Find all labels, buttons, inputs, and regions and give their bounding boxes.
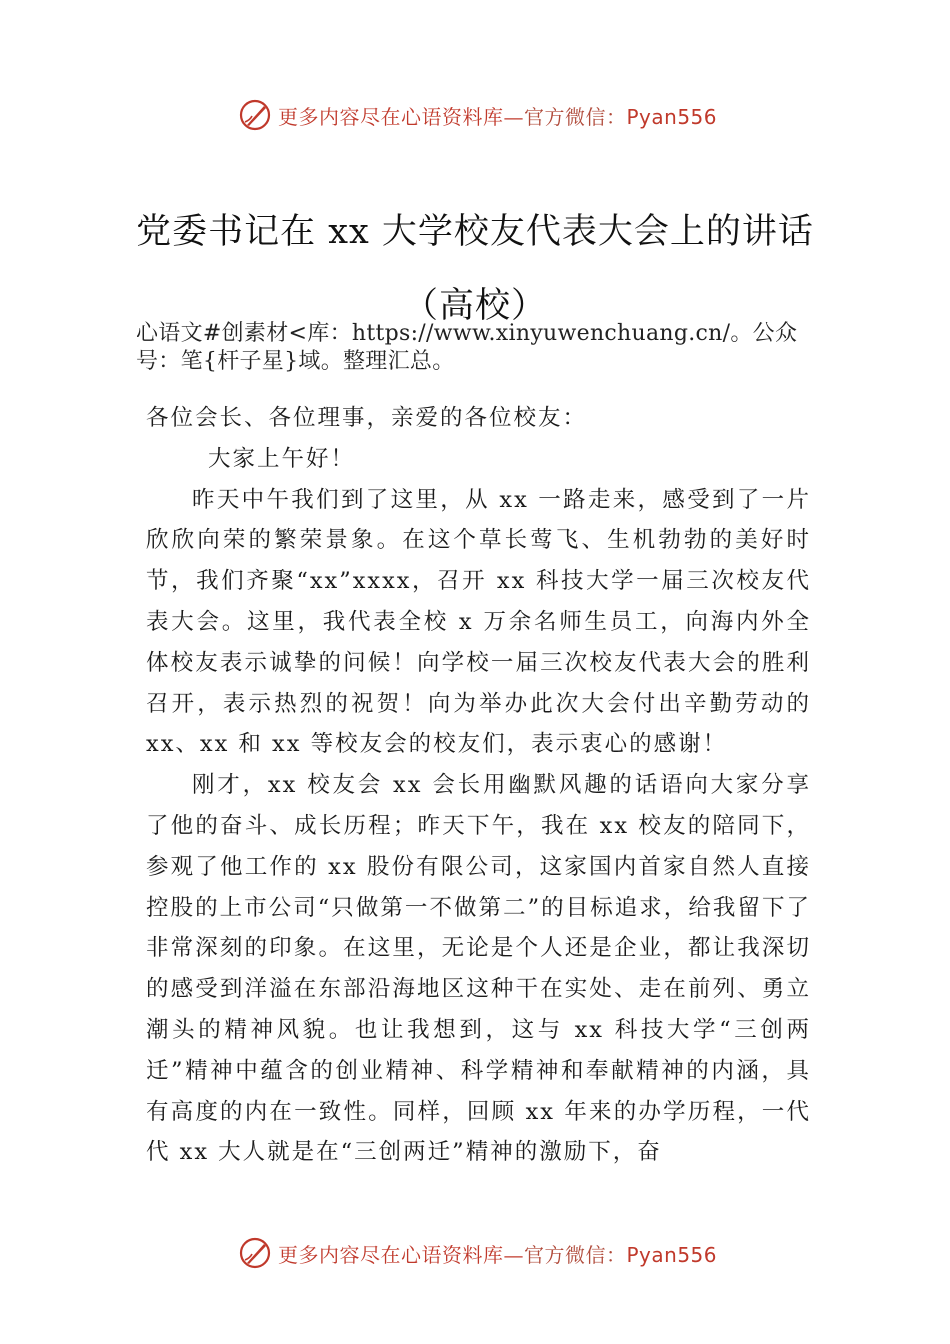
greeting: 各位会长、各位理事，亲爱的各位校友： xyxy=(146,405,588,431)
banner-dash: — xyxy=(503,104,524,129)
banner-wechat-label: 官方微信： xyxy=(524,104,627,129)
footer-banner xyxy=(238,1233,717,1273)
document-body xyxy=(146,398,811,1173)
banner-text xyxy=(278,101,717,130)
banner-brand: 更多内容尽在心语资料库 xyxy=(278,104,504,129)
banner-text xyxy=(278,1239,717,1268)
paragraph: 刚才，xx 校友会 xx 会长用幽默风趣的话语向大家分享了他的奋斗、成长历程；昨天下午，我在 xx 校友的陪同下，参观了他工作的 xx 股份有限公司，这家国内首家自然人直接控股的上市公司“只做第一不做第二”的目标追求，给我留下了非常深刻的印象。在这里，无论是个人还是企业，都让我深切的感受到洋溢在东部沿海地区这种干在实处、走在前列、勇立潮头的精神风貌。也让我想到，这与 xx 科技大学“三创两迁”精神中蕴含的创业精神、科学精神和奉献精神的内涵，具有高度的内在一致性。同样，回顾 xx 年来的办学历程，一代代 xx 大人就是在“三创两迁”精神的激励下，奋 xyxy=(146,772,811,1166)
banner-wechat-label: 官方微信： xyxy=(524,1242,627,1267)
document-title: 党委书记在 xx 大学校友代表大会上的讲话 xyxy=(136,212,814,252)
banner-brand: 更多内容尽在心语资料库 xyxy=(278,1242,504,1267)
document-subtitle: （高校） xyxy=(402,286,547,326)
paragraph: 昨天中午我们到了这里，从 xx 一路走来，感受到了一片欣欣向荣的繁荣景象。在这个草长莺飞、生机勃勃的美好时节，我们齐聚“xx”xxxx，召开 xx 科技大学一届三次校友代表大会。这里，我代表全校 x 万余名师生员工，向海内外全体校友表示诚挚的问候！向学校一届三次校友代表大会的胜利召开，表示热烈的祝贺！向为举办此次大会付出辛勤劳动的 xx、xx 和 xx 等校友会的校友们，表示衷心的感谢！ xyxy=(146,486,811,758)
banner-wechat-id: Pyan556 xyxy=(626,104,718,129)
quill-logo-icon xyxy=(238,1236,272,1270)
header-banner xyxy=(238,95,717,135)
banner-wechat-id: Pyan556 xyxy=(626,1242,718,1267)
banner-dash: — xyxy=(503,1242,524,1267)
source-note: 心语文#创素材<库：https://www.xinyuwenchuang.cn/。公众号：笔{杆子星}域。整理汇总。 xyxy=(136,321,798,374)
salutation: 大家上午好！ xyxy=(208,445,356,472)
quill-logo-icon xyxy=(238,98,272,132)
